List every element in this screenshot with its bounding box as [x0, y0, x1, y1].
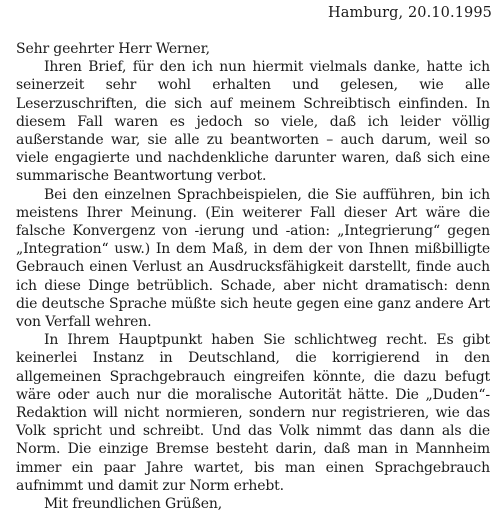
letter-paragraph-2: Bei den einzelnen Sprachbeispielen, die Sie aufführen, bin ich meistens Ihrer Meinung. (Ein weiterer Fall dieser Art wäre die falsche Konvergenz von -ierung und -ation: „Integrierung“ gegen „Integration“ usw.) In dem Maß, in dem der von Ihnen mißbilligte Gebrauch einen Verlust an Ausdrucksfähigkeit darstellt, finde auch ich diese Dinge betrüblich. Schade, aber nicht dramatisch: denn die deutsche Sprache müßte sich heute gegen eine ganz andere Art von Verfall wehren.	[16, 186, 490, 331]
letter-salutation: Sehr geehrter Herr Werner,	[16, 41, 210, 57]
letter-dateline: Hamburg, 20.10.1995	[327, 5, 492, 21]
letter-paragraph-3: In Ihrem Hauptpunkt haben Sie schlichtweg recht. Es gibt keinerlei Instanz in Deutschland, die korrigierend in den allgemeinen Sprachgebrauch eingreifen könnte, die dazu befugt wäre oder auch nur die moralische Autorität hätte. Die „Duden“-Redaktion will nicht normieren, sondern nur registrieren, wie das Volk spricht und schreibt. Und das Volk nimmt das dann als die Norm. Die einzige Bremse besteht darin, daß man in Mannheim immer ein paar Jahre wartet, bis man einen Sprachgebrauch aufnimmt und damit zur Norm erhebt.	[16, 332, 490, 494]
letter-closing: Mit freundlichen Grüßen,	[44, 496, 223, 513]
letter-body	[16, 40, 490, 513]
letter-paragraph-1: Ihren Brief, für den ich nun hiermit vielmals danke, hatte ich seinerzeit sehr wohl erhalten und gelesen, wie alle Leserzuschriften, die sich auf meinem Schreibtisch einfinden. In diesem Fall waren es jedoch so viele, daß ich leider völlig außerstande war, sie alle zu beantworten – auch darum, weil so viele engagierte und nachdenkliche darunter waren, daß sich eine summarische Beantwortung verbot.	[16, 59, 490, 185]
